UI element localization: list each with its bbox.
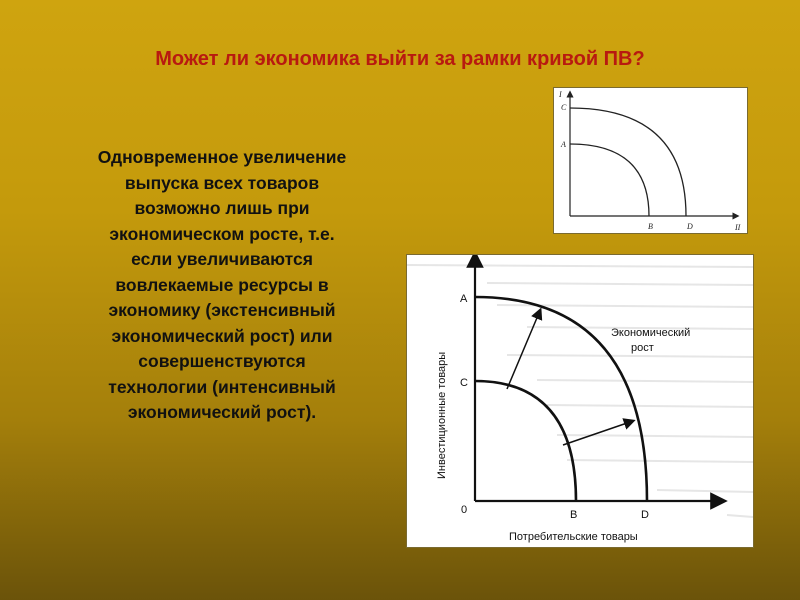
small-curve-outer — [570, 108, 686, 216]
large-ppf-svg — [407, 255, 753, 547]
body-line: возможно лишь при — [134, 198, 310, 218]
large-ppf-diagram — [406, 254, 754, 548]
body-line: экономическом росте, т.е. — [109, 223, 335, 244]
large-y-label: Инвестиционные товары — [436, 351, 448, 479]
small-curve-inner — [570, 144, 649, 216]
body-line: если увеличиваются — [131, 249, 313, 269]
large-label-b: B — [570, 509, 578, 521]
large-curve-inner — [475, 381, 576, 501]
slide-title: Может ли экономика выйти за рамки кривой ПВ? — [155, 48, 645, 70]
small-label-b: B — [648, 222, 653, 231]
large-label-a: A — [460, 293, 468, 305]
growth-arrow-lower — [563, 422, 630, 445]
small-ppf-svg — [554, 88, 747, 233]
body-line: вовлекаемые ресурсы в — [115, 274, 329, 295]
growth-arrow-upper — [507, 313, 539, 389]
small-x-label: II — [735, 223, 741, 232]
background-texture — [407, 265, 753, 517]
body-line: Одновременное увеличение — [97, 147, 347, 167]
small-label-c: C — [561, 103, 567, 112]
body-line: технологии (интенсивный — [108, 376, 336, 397]
curve-label-line2: рост — [631, 342, 654, 354]
body-text — [52, 145, 392, 426]
body-line: экономику (экстенсивный — [108, 300, 336, 320]
body-line: выпуска всех товаров — [124, 172, 320, 193]
small-y-label: I — [559, 90, 562, 99]
body-line: экономический рост) или — [111, 325, 333, 346]
body-line: экономический рост). — [127, 402, 317, 422]
curve-label-line1: Экономический — [611, 327, 691, 339]
large-x-label: Потребительские товары — [509, 531, 638, 543]
large-label-c: C — [460, 377, 468, 389]
large-label-origin: 0 — [461, 504, 468, 516]
large-label-d: D — [641, 509, 649, 521]
small-ppf-diagram — [553, 87, 748, 234]
small-label-a: A — [561, 140, 566, 149]
body-line: совершенствуются — [138, 351, 306, 371]
small-label-d: D — [687, 222, 693, 231]
